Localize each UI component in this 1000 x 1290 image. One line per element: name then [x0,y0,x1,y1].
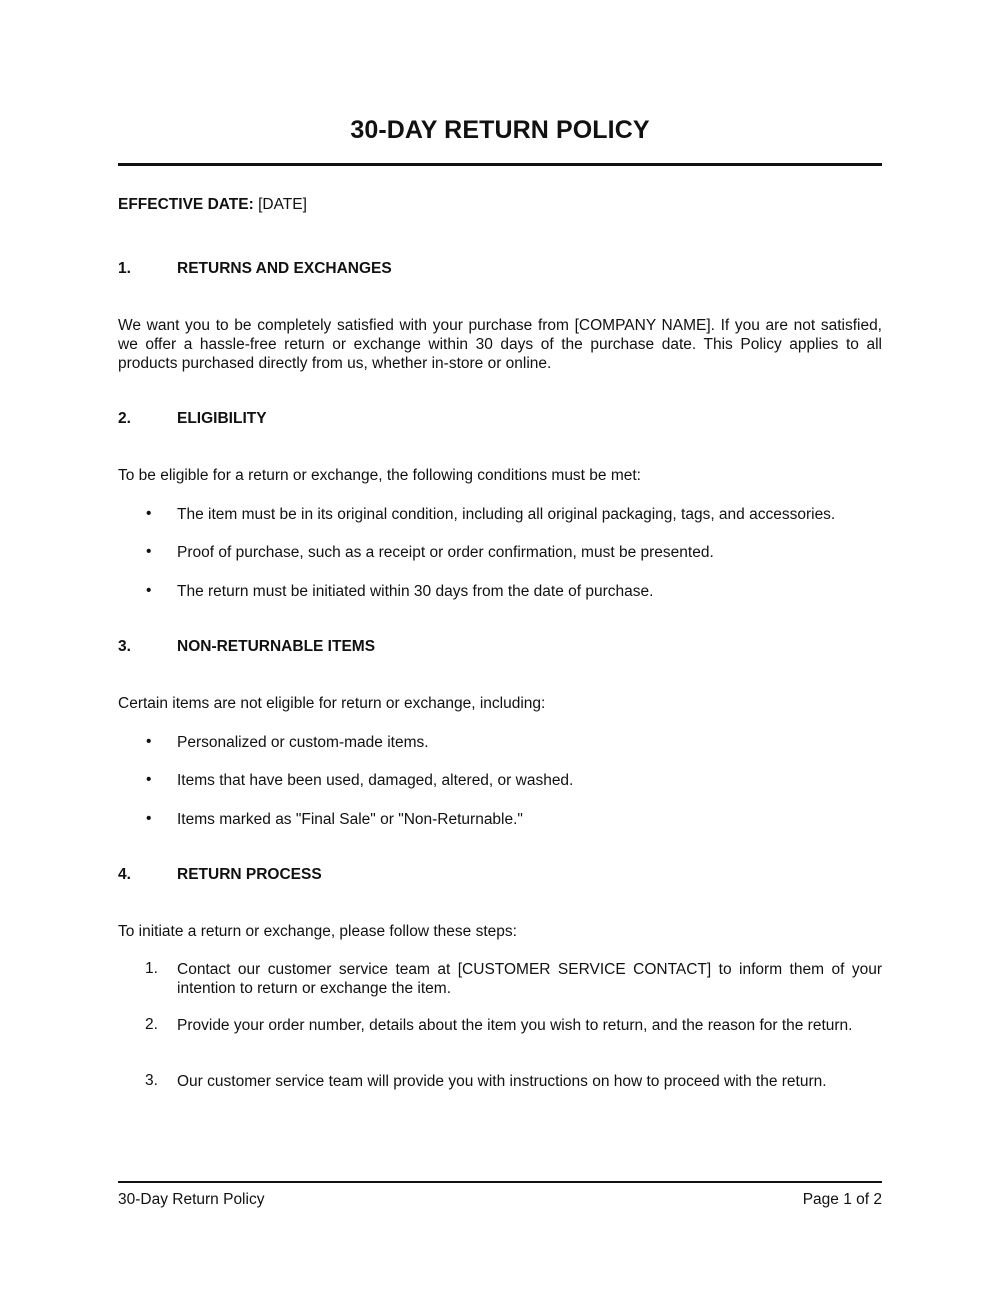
section-title: NON-RETURNABLE ITEMS [177,638,376,655]
document-title: 30-DAY RETURN POLICY [350,116,650,144]
list-item-text: Items that have been used, damaged, altered, or washed. [177,772,574,789]
bullet-icon: • [146,543,152,560]
list-item-text: The return must be initiated within 30 days from the date of purchase. [177,583,654,600]
section-heading-return-process [118,866,322,884]
effective-date-value: [DATE] [258,196,307,213]
section-heading-returns-exchanges [118,260,392,278]
bullet-icon: • [146,771,152,788]
section-heading-non-returnable [118,638,375,656]
section-paragraph: We want you to be completely satisfied with your purchase from [COMPANY NAME]. If you are not satisfied, we offer a hassle-free return or exchange within 30 days of the purchase date. This Policy applies to all products purchased directly from us, whether in-store or online. [118,317,882,372]
section-intro: To be eligible for a return or exchange, the following conditions must be met: [118,467,641,484]
step-text: Contact our customer service team at [CUSTOMER SERVICE CONTACT] to inform them of your intention to return or exchange the item. [177,961,882,997]
bullet-icon: • [146,505,152,522]
bullet-icon: • [146,810,152,827]
section-number: 3. [118,638,131,655]
step-number: 3. [145,1072,158,1089]
step-text: Our customer service team will provide you with instructions on how to proceed with the return. [177,1073,827,1090]
footer-page-number: Page 1 of 2 [802,1191,882,1208]
list-item-text: Items marked as "Final Sale" or "Non-Returnable." [177,811,523,828]
footer-divider [118,1181,882,1183]
step-number: 1. [145,960,158,977]
effective-date [118,196,307,214]
section-title: RETURNS AND EXCHANGES [177,260,392,277]
step-text: Provide your order number, details about the item you wish to return, and the reason for the return. [177,1017,853,1034]
section-intro: To initiate a return or exchange, please follow these steps: [118,923,517,940]
list-item-text: Personalized or custom-made items. [177,734,429,751]
bullet-icon: • [146,733,152,750]
section-title: ELIGIBILITY [177,410,267,427]
section-heading-eligibility [118,410,267,428]
step-number: 2. [145,1016,158,1033]
footer-document-name: 30-Day Return Policy [118,1191,265,1208]
title-divider [118,163,882,166]
effective-date-label: EFFECTIVE DATE: [118,196,254,213]
section-number: 1. [118,260,131,277]
section-title: RETURN PROCESS [177,866,322,883]
bullet-icon: • [146,582,152,599]
list-item-text: The item must be in its original condition, including all original packaging, tags, and accessories. [177,506,836,523]
section-intro: Certain items are not eligible for return or exchange, including: [118,695,546,712]
section-number: 4. [118,866,131,883]
section-number: 2. [118,410,131,427]
list-item-text: Proof of purchase, such as a receipt or order confirmation, must be presented. [177,544,714,561]
